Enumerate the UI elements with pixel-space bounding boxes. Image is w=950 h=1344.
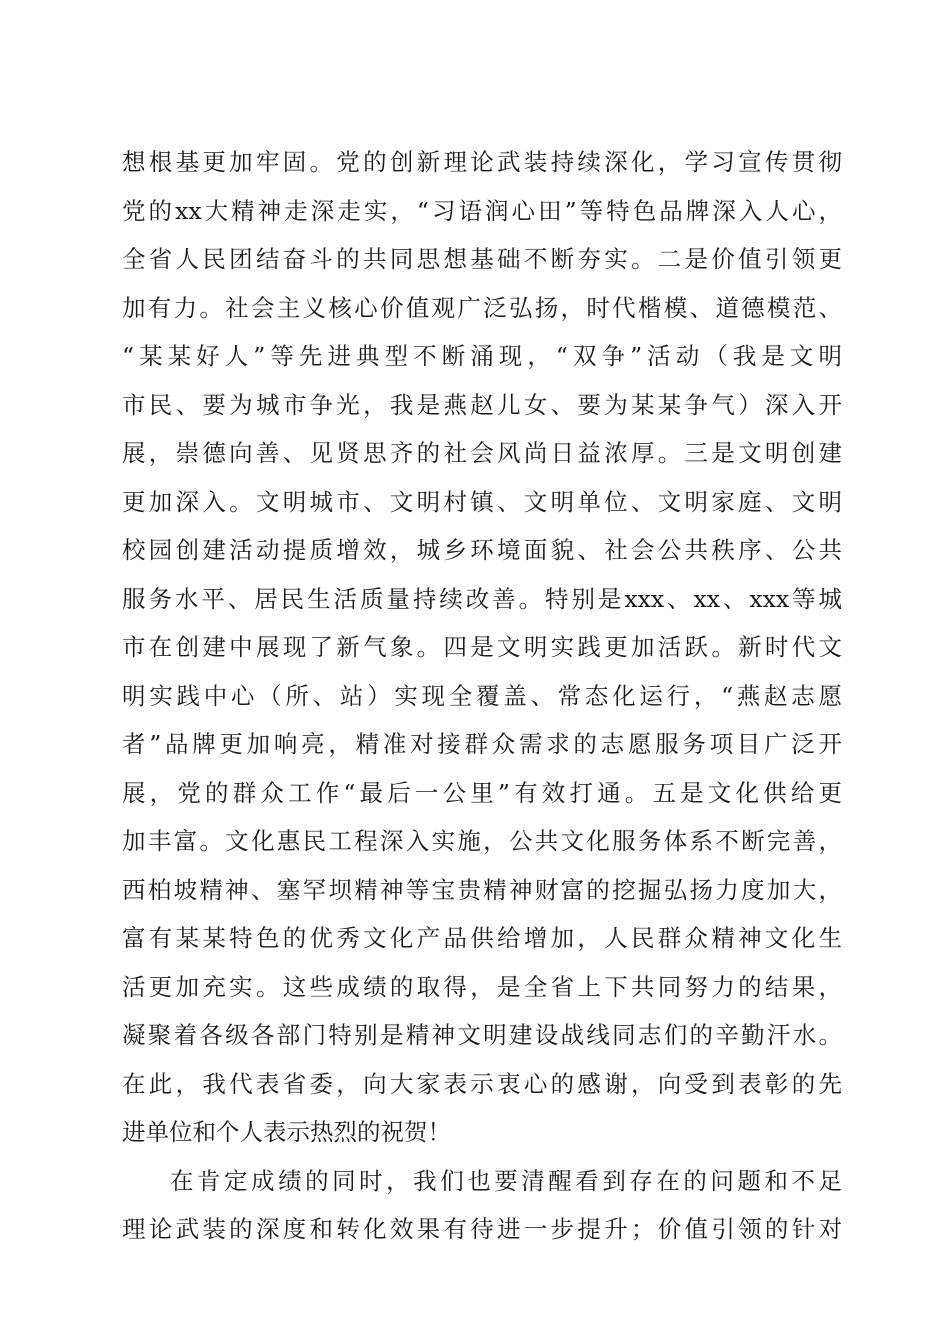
text-line: 者”品牌更加响亮，精准对接群众需求的志愿服务项目广泛开 (122, 730, 842, 758)
text-line: 富有某某特色的优秀文化产品供给增加，人民群众精神文化生 (122, 924, 842, 952)
text-line: 服务水平、居民生活质量持续改善。特别是xxx、xx、xxx等城 (122, 585, 842, 613)
text-line: 展，党的群众工作“最后一公里”有效打通。五是文化供给更 (122, 779, 842, 807)
text-line: 全省人民团结奋斗的共同思想基础不断夯实。二是价值引领更 (122, 245, 842, 273)
text-line: 加丰富。文化惠民工程深入实施，公共文化服务体系不断完善， (122, 827, 842, 855)
text-line: 西柏坡精神、塞罕坝精神等宝贵精神财富的挖掘弘扬力度加大， (122, 876, 842, 904)
text-line: 加有力。社会主义核心价值观广泛弘扬，时代楷模、道德模范、 (122, 294, 842, 322)
text-line: 党的xx大精神走深走实，“习语润心田”等特色品牌深入人心， (122, 197, 842, 225)
text-line: 活更加充实。这些成绩的取得，是全省上下共同努力的结果， (122, 973, 842, 1001)
text-line: 校园创建活动提质增效，城乡环境面貌、社会公共秩序、公共 (122, 536, 842, 564)
text-line: 进单位和个人表示热烈的祝贺！ (122, 1118, 451, 1146)
text-line: 市在创建中展现了新气象。四是文明实践更加活跃。新时代文 (122, 633, 842, 661)
text-line: “某某好人”等先进典型不断涌现，“双争”活动（我是文明 (122, 342, 842, 370)
text-line: 更加深入。文明城市、文明村镇、文明单位、文明家庭、文明 (122, 488, 842, 516)
text-line: 展，崇德向善、见贤思齐的社会风尚日益浓厚。三是文明创建 (122, 439, 842, 467)
text-line: 明实践中心（所、站）实现全覆盖、常态化运行，“燕赵志愿 (122, 682, 842, 710)
text-line: 想根基更加牢固。党的创新理论武装持续深化，学习宣传贯彻 (122, 148, 842, 176)
text-line: 凝聚着各级各部门特别是精神文明建设战线同志们的辛勤汗水。 (122, 1021, 842, 1049)
text-line: 在此，我代表省委，向大家表示衷心的感谢，向受到表彰的先 (122, 1070, 842, 1098)
text-line: 理论武装的深度和转化效果有待进一步提升；价值引领的针对 (122, 1215, 842, 1243)
text-line: 市民、要为城市争光，我是燕赵儿女、要为某某争气）深入开 (122, 391, 842, 419)
paragraph-first-line: 在肯定成绩的同时，我们也要清醒看到存在的问题和不足 (170, 1167, 842, 1195)
